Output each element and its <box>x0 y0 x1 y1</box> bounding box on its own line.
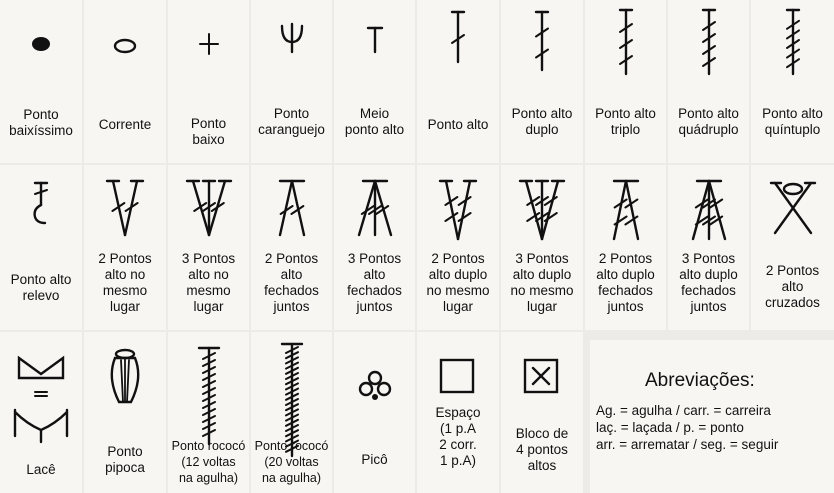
a2-icon <box>252 177 332 247</box>
stitch-label <box>668 106 749 138</box>
v3-double-icon <box>502 177 582 247</box>
picot-icon <box>335 364 415 434</box>
stitch-label <box>751 106 834 138</box>
stitch-label-line: Ponto alto <box>427 117 489 132</box>
stitch-label-line: juntos <box>356 299 393 314</box>
stitch-label-line: Ponto rococó <box>171 439 246 453</box>
stitch-label-line: fechados <box>681 283 736 298</box>
oval-icon <box>85 32 165 102</box>
stitch-label-line: mesmo <box>102 283 148 298</box>
stitch-label-line: Corrente <box>98 117 152 132</box>
stitch-label <box>251 438 332 486</box>
x-square-icon <box>502 356 582 426</box>
stitch-label-line: lugar <box>526 299 558 314</box>
a3-icon <box>335 177 415 247</box>
stitch-cell <box>168 0 249 163</box>
stitch-label <box>84 117 166 133</box>
a3-double-icon <box>669 177 749 247</box>
t-slash-3-icon <box>586 8 666 78</box>
stitch-label-line: ponto alto <box>344 122 405 137</box>
stitch-cell <box>585 165 666 330</box>
stitch-label-line: na agulha) <box>178 471 239 485</box>
stitch-label <box>84 251 166 315</box>
stitch-label-line: Ponto rococó <box>254 439 329 453</box>
stitch-label <box>0 462 82 478</box>
stitch-label-line: cruzados <box>765 295 820 310</box>
stitch-cell <box>417 0 499 163</box>
t-slash-5-icon <box>753 8 833 78</box>
stitch-label-line: 2 Pontos <box>765 263 820 278</box>
stitch-label <box>168 116 249 148</box>
stitch-label-line: juntos <box>690 299 727 314</box>
stitch-cell <box>585 0 666 163</box>
v3-icon <box>169 177 249 247</box>
stitch-label <box>0 107 82 139</box>
stitch-label-line: caranguejo <box>258 122 325 137</box>
abbreviation-line: arr. = arrematar / seg. = seguir <box>596 437 779 452</box>
stitch-label-line: pipoca <box>105 460 145 475</box>
stitch-label-line: baixo <box>192 132 225 147</box>
stitch-cell <box>417 332 499 493</box>
stitch-label-line: no mesmo <box>510 283 574 298</box>
stitch-label-line: 3 Pontos <box>181 251 236 266</box>
stitch-label-line: Bloco de <box>515 426 569 441</box>
stitch-cell <box>84 165 166 330</box>
stitch-cell <box>334 165 415 330</box>
stitch-label-line: alto duplo <box>512 267 572 282</box>
stitch-label-line: altos <box>527 458 557 473</box>
stitch-label-line: baixíssimo <box>9 123 73 138</box>
relief-icon <box>1 179 81 249</box>
stitch-cell <box>751 0 834 163</box>
stitch-label-line: alto no <box>104 267 146 282</box>
stitch-label-line: lugar <box>193 299 224 314</box>
stitch-label <box>251 251 332 315</box>
stitch-label <box>501 106 583 138</box>
stitch-cell <box>168 332 249 493</box>
stitch-label-line: Ponto alto <box>595 106 656 121</box>
bullion-12-icon <box>169 344 249 448</box>
stitch-label-line: 2 Pontos <box>264 251 319 266</box>
stitch-label-line: alto duplo <box>679 267 738 282</box>
stitch-label-line: alto <box>781 279 804 294</box>
psi-icon <box>252 22 332 92</box>
stitch-cell <box>84 0 166 163</box>
stitch-label-line: Espaço <box>435 405 481 420</box>
plus-icon <box>169 30 249 100</box>
crossed-icon <box>753 179 833 249</box>
a2-double-icon <box>586 177 666 247</box>
stitch-label-line: na agulha) <box>261 471 322 485</box>
stitch-label-line: (20 voltas <box>264 455 319 469</box>
stitch-label-line: relevo <box>22 288 60 303</box>
stitch-label-line: 2 Pontos <box>598 251 653 266</box>
stitch-cell <box>251 0 332 163</box>
stitch-label-line: (1 p.A <box>439 421 477 436</box>
stitch-cell <box>0 0 82 163</box>
stitch-label-line: 2 Pontos <box>98 251 152 266</box>
abbreviations-panel <box>590 340 834 493</box>
stitch-label-line: fechados <box>264 283 319 298</box>
stitch-label-line: Ponto alto <box>511 106 573 121</box>
stitch-label-line: 3 Pontos <box>681 251 736 266</box>
stitch-label-line: fechados <box>347 283 402 298</box>
stitch-label-line: juntos <box>607 299 644 314</box>
dot-icon <box>1 30 81 100</box>
stitch-cell <box>0 165 82 330</box>
stitch-label-line: alto duplo <box>596 267 655 282</box>
stitch-label-line: quíntuplo <box>764 122 821 137</box>
stitch-cell <box>501 165 583 330</box>
stitch-label-line: Picô <box>361 452 388 467</box>
stitch-label <box>501 251 583 315</box>
stitch-label <box>334 106 415 138</box>
stitch-label <box>334 251 415 315</box>
stitch-cell <box>0 332 82 493</box>
stitch-label-line: lugar <box>109 299 141 314</box>
stitch-cell <box>168 165 249 330</box>
stitch-label-line: triplo <box>610 122 641 137</box>
stitch-label-line: alto <box>280 267 303 282</box>
stitch-cell <box>668 165 749 330</box>
stitch-cell <box>751 165 834 330</box>
abbreviation-line: laç. = laçada / p. = ponto <box>596 420 744 435</box>
stitch-label-line: quádruplo <box>678 122 739 137</box>
v2-double-icon <box>418 177 498 247</box>
stitch-label <box>501 426 583 474</box>
stitch-label-line: no mesmo <box>426 283 490 298</box>
stitch-label-line: alto <box>363 267 386 282</box>
popcorn-icon <box>85 348 165 418</box>
stitch-cell <box>668 0 749 163</box>
stitch-label-line: 3 Pontos <box>347 251 402 266</box>
lace-icon <box>1 356 81 448</box>
stitch-cell <box>501 0 583 163</box>
stitch-label <box>168 251 249 315</box>
stitch-label-line: 2 Pontos <box>431 251 485 266</box>
stitch-cell <box>251 165 332 330</box>
stitch-label-line: Ponto <box>23 107 59 122</box>
stitch-label-line: Meio <box>359 106 390 121</box>
stitch-label-line: alto duplo <box>428 267 488 282</box>
stitch-cell <box>501 332 583 493</box>
stitch-label-line: 3 Pontos <box>515 251 569 266</box>
abbreviation-line: Ag. = agulha / carr. = carreira <box>596 403 771 418</box>
stitch-label <box>251 106 332 138</box>
stitch-cell <box>417 165 499 330</box>
v2-icon <box>85 177 165 247</box>
stitch-label-line: fechados <box>598 283 653 298</box>
stitch-label-line: duplo <box>525 122 559 137</box>
stitch-label-line: mesmo <box>186 283 231 298</box>
stitch-label <box>0 272 82 304</box>
stitch-label-line: lugar <box>442 299 474 314</box>
stitch-label <box>585 251 666 315</box>
t-slash-1-icon <box>418 10 498 80</box>
stitch-label-line: Lacê <box>26 462 56 477</box>
stitch-label <box>168 438 249 486</box>
stitch-label-line: 4 pontos <box>516 442 568 457</box>
stitch-label <box>585 106 666 138</box>
stitch-label <box>751 263 834 311</box>
stitch-cell <box>334 0 415 163</box>
t-icon <box>335 24 415 94</box>
stitch-label-line: 1 p.A) <box>439 453 477 468</box>
stitch-label-line: 2 corr. <box>439 437 477 452</box>
stitch-cell <box>251 332 332 493</box>
stitch-label-line: alto no <box>188 267 229 282</box>
stitch-label-line: Ponto <box>190 116 227 131</box>
stitch-label-line: juntos <box>273 299 310 314</box>
stitch-label-line: Ponto alto <box>678 106 739 121</box>
stitch-label <box>84 444 166 476</box>
abbreviations-title: Abreviações: <box>645 370 755 391</box>
stitch-label-line: (12 voltas <box>181 455 236 469</box>
stitch-label <box>417 117 499 133</box>
t-slash-2-icon <box>502 10 582 80</box>
stitch-label <box>417 251 499 315</box>
stitch-label-line: Ponto alto <box>762 106 823 121</box>
stitch-cell <box>334 332 415 493</box>
stitch-cell <box>84 332 166 493</box>
t-slash-4-icon <box>669 8 749 78</box>
stitch-label-line: Ponto <box>273 106 310 121</box>
stitch-label-line: Ponto alto <box>10 272 72 287</box>
stitch-label <box>668 251 749 315</box>
stitch-label <box>334 452 415 468</box>
stitch-label-line: Ponto <box>107 444 143 459</box>
stitch-label <box>417 405 499 469</box>
